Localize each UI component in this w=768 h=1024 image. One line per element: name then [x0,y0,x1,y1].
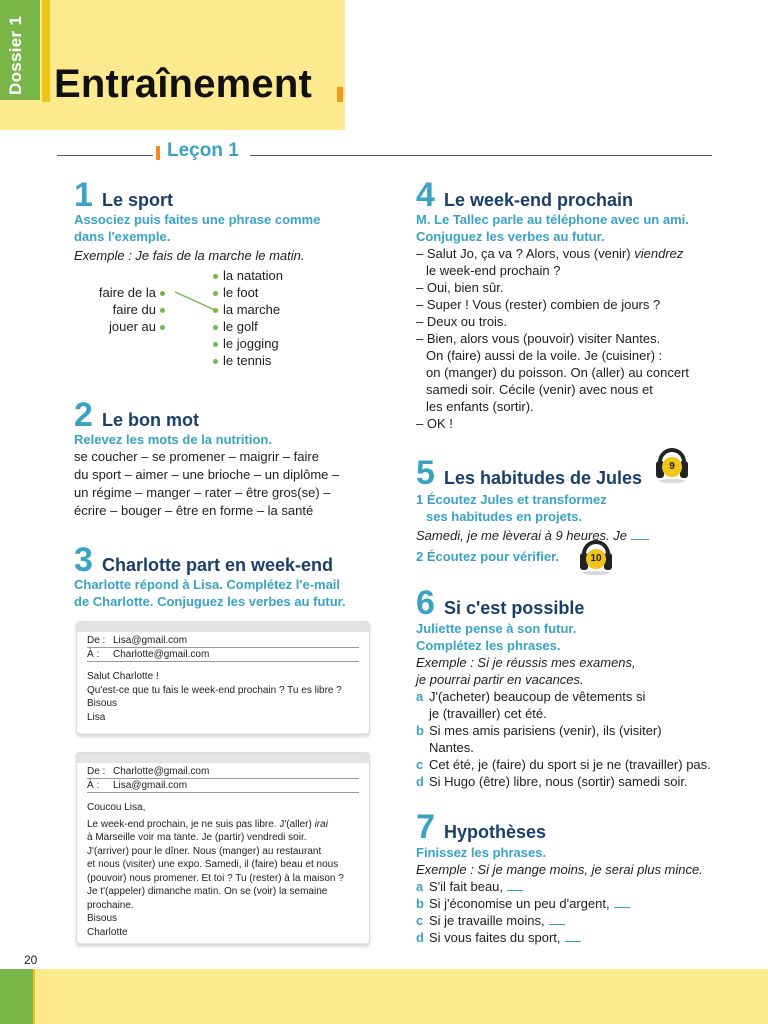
exercise-title: Le week-end prochain [444,190,634,210]
exercise-instruction: Relevez les mots de la nutrition. [74,432,272,447]
exercise-instruction: Associez puis faites une phrase comme dans l'exemple. [74,212,321,244]
exercise-number: 7 [416,808,435,846]
exercise-example: Exemple : Si je réussis mes examens, je pourrai partir en vacances. [416,655,636,687]
exercise-title: Hypothèses [444,822,547,842]
list-item: c Cet été, je (faire) du sport si je ne (travailler) pas. [416,757,711,772]
list-item: c Si je travaille moins, [416,912,736,929]
dossier-label: Dossier 1 [6,15,25,95]
email-top-bar [77,622,369,632]
exercise-items [416,878,736,946]
bookmark-stripe [42,0,50,102]
page-number: 20 [24,953,38,967]
lecon-title: Leçon 1 [167,140,239,161]
association-exercise [95,266,335,376]
exercise-instruction: Charlotte répond à Lisa. Complétez l'e-mail de Charlotte. Conjuguez les verbes au futur. [74,577,346,609]
assoc-left-item: faire du [113,302,165,317]
exercise-instruction: M. Le Tallec parle au téléphone avec un ami. Conjuguez les verbes au futur. [416,212,689,244]
exercise-items: a J'(acheter) beaucoup de vêtements si je (travailler) cet été. b Si mes amis parisiens (venir), ils (visiter) Nantes. c Cet été, je (faire) du sport si je ne (travailler) pas. d Si Hugo (être) libre, nous (sortir) samedi soir. [416,688,736,790]
exercise-instruction: 1 Écoutez Jules et transformez ses habitudes en projets. [416,492,607,524]
email-body: Salut Charlotte ! Qu'est-ce que tu fais le week-end prochain ? Tu es libre ? Bisous Lisa [87,671,342,723]
exercise-6 [416,584,736,790]
exercise-example: Exemple : Si je mange moins, je serai plus mince. [416,862,703,877]
exercise-title: Si c'est possible [444,598,585,618]
exercise-2 [74,396,374,520]
footer-green-band [0,969,33,1024]
exercise-example: Samedi, je me lèverai à 9 heures. Je [416,527,736,544]
exercise-7 [416,808,736,946]
exercise-number: 3 [74,541,93,579]
exercise-title: Charlotte part en week-end [102,555,334,575]
exercise-1 [74,176,374,264]
assoc-left-item: jouer au [109,319,165,334]
audio-track-icon[interactable] [579,540,613,576]
email-body: Coucou Lisa, Le week-end prochain, je ne suis pas libre. J'(aller) irai à Marseille voir ma tante. Je (partir) vendredi soir. J'(arriver) pour le dîner. Nous (manger) au restaurant et nous (visiter) une expo. Samedi, il (faire) beau et nous (pouvoir) nous promener. Et toi ? Tu (rester) à la maison ? Je t'(appeler) dimanche matin. On se (voir) la semaine prochaine. Bisous Charlotte [87,802,344,938]
list-item: d Si Hugo (être) libre, nous (sortir) samedi soir. [416,774,688,789]
list-item: d Si vous faites du sport, [416,929,736,946]
assoc-right-item: le golf [213,319,258,334]
assoc-left-item: faire de la [99,285,165,300]
exercise-title: Le sport [102,190,174,210]
exercise-number: 4 [416,176,435,214]
list-item: b Si mes amis parisiens (venir), ils (visiter) [416,723,662,738]
exercise-number: 6 [416,584,435,622]
exercise-number: 2 [74,396,93,434]
page-title: Entraînement [54,62,313,106]
lecon-rule-left [57,155,153,156]
email-from: De : Charlotte@gmail.com [87,765,359,779]
email-card-charlotte [76,752,370,945]
footer-yellow-band [35,969,768,1024]
track-number: 10 [586,549,606,569]
assoc-right-item: le tennis [213,353,271,368]
exercise-example: Exemple : Je fais de la marche le matin. [74,248,305,263]
email-from: De : Lisa@gmail.com [87,634,359,648]
email-to: À : Charlotte@gmail.com [87,648,359,662]
exercise-3 [74,541,374,610]
exercise-4 [416,176,736,432]
exercise-instruction-2: 2 Écoutez pour vérifier. [416,549,560,564]
assoc-right-item: la marche [213,302,280,317]
audio-track-icon[interactable] [655,448,689,484]
email-top-bar [77,753,369,763]
exercise-instruction: Finissez les phrases. [416,845,547,860]
assoc-right-item: le jogging [213,336,279,351]
exercise-title: Les habitudes de Jules [444,468,643,488]
lecon-rule-right [250,155,712,156]
exercise-number: 1 [74,176,93,214]
dialogue: – Salut Jo, ça va ? Alors, vous (venir) viendrez le week-end prochain ? – Oui, bien sûr. – Super ! Vous (rester) combien de jours ? – Deux ou trois. – Bien, alors vous (pouvoir) visiter Nantes. On (faire) aussi de la voile. Je (cuisiner) : on (manger) du poisson. On (aller) au concert samedi soir. Cécile (venir) avec nous et les enfants (sortir). – OK ! [416,246,690,431]
word-list: se coucher – se promener – maigrir – faire du sport – aimer – une brioche – un diplôme – un régime – manger – rater – être gros(se) – écrire – bouger – être en forme – la santé [74,449,340,518]
list-item: a S'il fait beau, [416,878,736,895]
title-accent [337,87,343,102]
list-item: a J'(acheter) beaucoup de vêtements si [416,689,646,704]
exercise-instruction: Juliette pense à son futur. Complétez les phrases. [416,621,577,653]
exercise-title: Le bon mot [102,410,199,430]
email-card-lisa [76,621,370,735]
exercise-number: 5 [416,454,435,492]
email-to: À : Lisa@gmail.com [87,779,359,793]
assoc-right-item: la natation [213,268,283,283]
list-item: b Si j'économise un peu d'argent, [416,895,736,912]
assoc-right-item: le foot [213,285,258,300]
track-number: 9 [662,457,682,477]
lecon-marker [156,146,160,160]
